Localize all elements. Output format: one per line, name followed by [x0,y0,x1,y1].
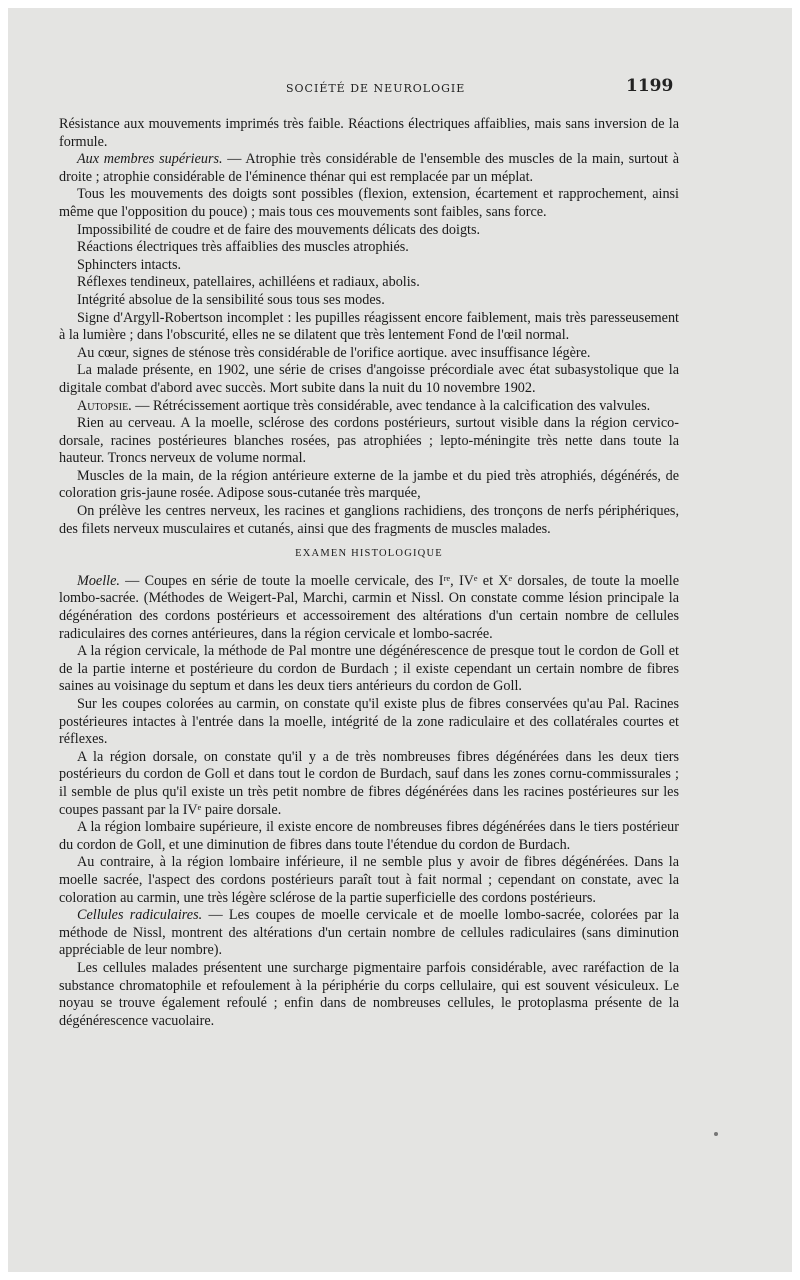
paragraph: Résistance aux mouvements imprimés très faible. Réactions électriques affaiblies, mais sans inversion de la formule. [59,116,679,150]
running-head: SOCIÉTÉ DE NEUROLOGIE [286,82,466,95]
paragraph: Rien au cerveau. A la moelle, sclérose des cordons postérieurs, surtout visible dans la région cervico-dorsale, racines postérieures blanches rosées, pas atrophiées ; lepto-méningite très nette dans toute la hauteur. Troncs nerveux de volume normal. [59,415,679,467]
paragraph: A la région dorsale, on constate qu'il y a de très nombreuses fibres dégénérées dans les deux tiers postérieurs du cordon de Goll et dans tout le cordon de Burdach, sauf dans les zones cornu-commissurales ; il semble de plus qu'il existe un très petit nombre de fibres dégénérées dans les racines postérieures sur les coupes passant par la IVᵉ paire dorsale. [59,748,679,818]
ink-speck [714,1132,718,1136]
paragraph: A la région cervicale, la méthode de Pal montre une dégénérescence de presque tout le cordon de Goll et de la partie interne et postérieure du cordon de Burdach ; il existe cependant un certain nombre de fibres saines au voisinage du septum et dans les deux tiers antérieurs du cordon de Goll. [59,643,679,695]
paragraph: A la région lombaire supérieure, il existe encore de nombreuses fibres dégénérées dans le tiers postérieur du cordon de Goll, et une diminution de fibres dans toute l'étendue du cordon de Burdach. [59,819,679,853]
page-header [8,76,792,100]
paragraph: La malade présente, en 1902, une série de crises d'angoisse précordiale avec état subasystolique que la digitale combat d'abord avec succès. Mort subite dans la nuit du 10 novembre 1902. [59,362,679,396]
paragraph: Les cellules malades présentent une surcharge pigmentaire parfois considérable, avec raréfaction de la substance chromatophile et refoulement à la périphérie du corps cellulaire, qui est souvent vésiculeux. Le noyau se trouve également refoulé ; enfin dans de nombreuses cellules, le protoplasma présente de la dégénérescence vacuolaire. [59,959,679,1029]
paragraph: Réactions électriques très affaiblies des muscles atrophiés. [77,239,409,256]
paragraph: Moelle. — Coupes en série de toute la moelle cervicale, des Iʳᵉ, IVᵉ et Xᵉ dorsales, de toute la moelle lombo-sacrée. (Méthodes de Weigert-Pal, Marchi, carmin et Nissl. On constate comme lésion principale la dégénération des cordons postérieurs et accessoirement des altérations d'un certain nombre de cellules radiculaires des cornes antérieures, dans la région cervicale et lombo-sacrée. [59,572,679,642]
paragraph: Tous les mouvements des doigts sont possibles (flexion, extension, écartement et rapprochement, ainsi même que l'opposition du pouce) ; mais tous ces mouvements sont faibles, sans force. [59,186,679,220]
paragraph: Impossibilité de coudre et de faire des mouvements délicats des doigts. [77,221,481,238]
paragraph: Au contraire, à la région lombaire inférieure, il ne semble plus y avoir de fibres dégénérées. Dans la moelle sacrée, l'aspect des cordons postérieurs paraît tout à fait normal ; cependant on constate, avec la coloration au carmin, une très légère sclérose de la partie superficielle des cordons postérieurs. [59,854,679,906]
paragraph: On prélève les centres nerveux, les racines et ganglions rachidiens, des tronçons de nerfs périphériques, des filets nerveux musculaires et cutanés, ainsi que des fragments de muscles malades. [59,503,679,537]
paragraph: Muscles de la main, de la région antérieure externe de la jambe et du pied très atrophiés, dégénérés, de coloration gris-jaune rosée. Adipose sous-cutanée très marquée, [59,467,679,502]
paragraph: Autopsie. — Rétrécissement aortique très considérable, avec tendance à la calcification des valvules. [77,397,651,414]
page-number: 1199 [626,76,674,96]
paragraph: Aux membres supérieurs. — Atrophie très considérable de l'ensemble des muscles de la main, surtout à droite ; atrophie considérable de l'éminence thénar qui est remplacée par un méplat. [59,151,679,185]
scanned-page [8,8,792,1272]
paragraph: Sphincters intacts. [77,256,182,273]
paragraph: Réflexes tendineux, patellaires, achilléens et radiaux, abolis. [77,274,420,291]
paragraph: Intégrité absolue de la sensibilité sous tous ses modes. [77,291,385,308]
section-heading: EXAMEN HISTOLOGIQUE [295,548,443,560]
paragraph: Signe d'Argyll-Robertson incomplet : les pupilles réagissent encore faiblement, mais très paresseusement à la lumière ; dans l'obscurité, elles ne se dilatent que très lentement Fond de l'œil normal. [59,309,679,344]
paragraph: Sur les coupes colorées au carmin, on constate qu'il existe plus de fibres conservées qu'au Pal. Racines postérieures intactes à l'entrée dans la moelle, intégrité de la zone radiculaire et des collatérales courtes et réflexes. [59,696,679,748]
article-body [59,116,679,1030]
paragraph: Cellules radiculaires. — Les coupes de moelle cervicale et de moelle lombo-sacrée, colorées par la méthode de Nissl, montrent des altérations d'un certain nombre de cellules radiculaires (sans diminution appréciable de leur nombre). [59,907,679,959]
paragraph: Au cœur, signes de sténose très considérable de l'orifice aortique. avec insuffisance légère. [77,344,591,361]
